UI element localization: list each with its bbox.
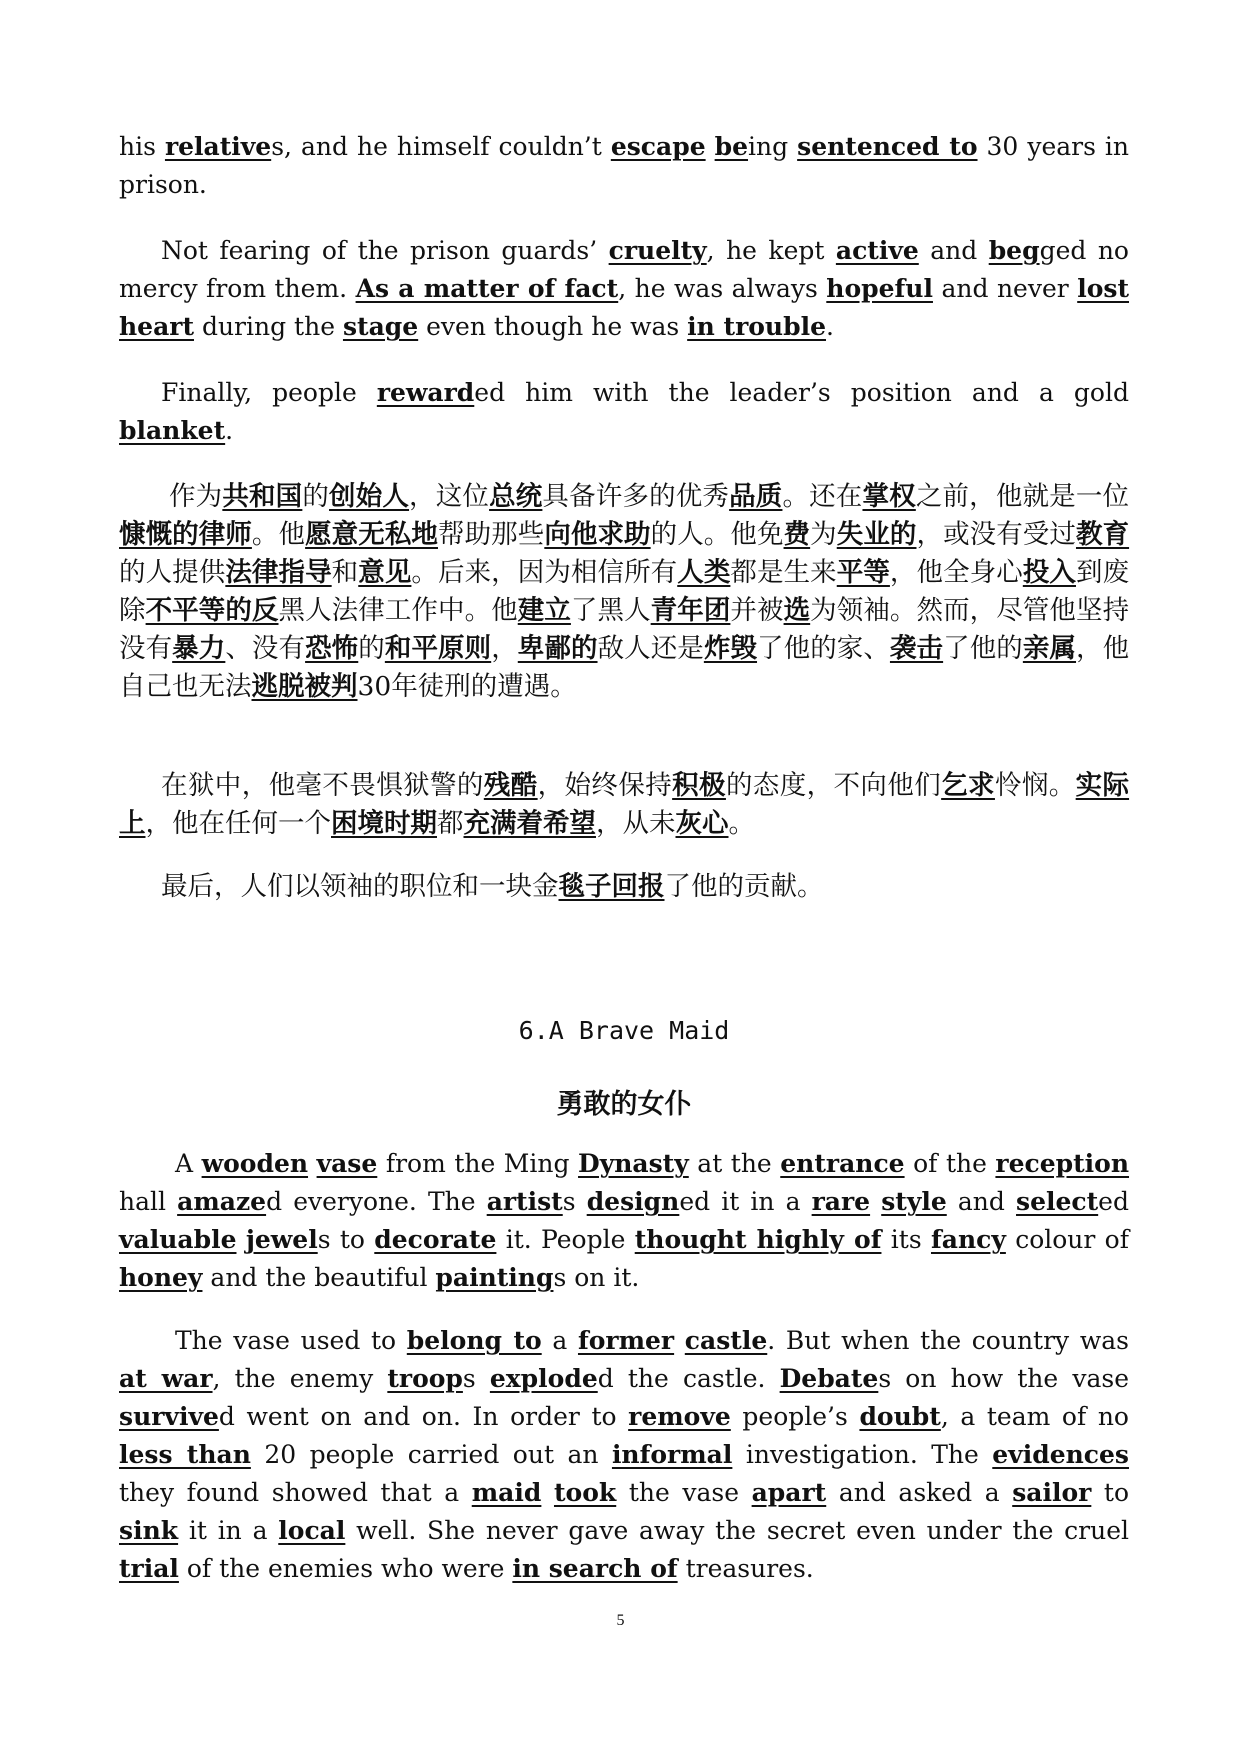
vocabulary-term: 费 (783, 519, 811, 550)
body-text: 并被 (730, 595, 784, 626)
vocabulary-term: 建立 (517, 595, 571, 626)
body-text: 为领袖。然而，尽管他坚持没有 (119, 595, 1130, 664)
body-text: 作为 (169, 481, 223, 512)
vocabulary-term: took (553, 1478, 617, 1507)
body-text: 之前，他就是一位 (915, 481, 1130, 512)
body-text: it. People (496, 1225, 635, 1254)
vocabulary-term: Debate (779, 1364, 879, 1393)
vocabulary-term: wooden (201, 1149, 309, 1178)
body-text: of the (904, 1149, 996, 1178)
body-text: ed it in a (679, 1187, 812, 1216)
vocabulary-term: beg (988, 236, 1040, 265)
vocabulary-term: entrance (780, 1149, 905, 1178)
body-text: 怜悯。 (994, 770, 1076, 801)
body-text: 了他的 (943, 633, 1023, 664)
vocabulary-term: design (586, 1187, 680, 1216)
body-text: treasures. (677, 1554, 814, 1583)
body-text: 了黑人 (570, 595, 651, 626)
vocabulary-term: survive (119, 1402, 219, 1431)
vocabulary-term: castle (684, 1326, 768, 1355)
body-text: . But when the country was (767, 1326, 1129, 1355)
vocabulary-term: 积极 (672, 770, 726, 801)
page-number: 5 (616, 1612, 625, 1629)
vocabulary-term: Dynasty (578, 1149, 689, 1178)
body-text: ，这位 (409, 481, 490, 512)
body-text: colour of (1005, 1225, 1129, 1254)
vocabulary-term: doubt (859, 1402, 941, 1431)
body-text: 黑人法律工作中。他 (278, 595, 518, 626)
vocabulary-term: stage (342, 312, 419, 341)
body-text: ed him with the leader’s position and a gold (474, 378, 1129, 407)
vocabulary-term: 掌权 (862, 481, 916, 512)
body-text: 最后，人们以领袖的职位和一块金 (161, 871, 559, 902)
body-text: 。还在 (782, 481, 863, 512)
vocabulary-term: reception (995, 1149, 1130, 1178)
body-text: , he was always (618, 274, 827, 303)
body-text: to (1091, 1478, 1130, 1507)
body-text: ，从未 (596, 808, 676, 839)
vocabulary-term: reward (376, 378, 475, 407)
body-text: from the Ming (377, 1149, 579, 1178)
vocabulary-term: cruelty (608, 236, 707, 265)
vocabulary-term: be (714, 132, 749, 161)
vocabulary-term: 残酷 (483, 770, 538, 801)
vocabulary-term: 暴力 (172, 633, 226, 664)
vocabulary-term: 卑鄙的 (517, 633, 598, 664)
vocabulary-term: valuable (119, 1225, 237, 1254)
body-text: s (462, 1364, 490, 1393)
vocabulary-term: 投入 (1022, 557, 1076, 588)
body-text: ，或没有受过 (916, 519, 1076, 550)
vocabulary-term: trial (119, 1554, 179, 1583)
vocabulary-term: 逃脱被判 (251, 671, 358, 702)
paragraph-en-2 (119, 232, 1129, 346)
vocabulary-term: sailor (1012, 1478, 1092, 1507)
vocabulary-term: jewel (245, 1225, 318, 1254)
vocabulary-term: amaze (177, 1187, 267, 1216)
vocabulary-term: 意见 (358, 557, 412, 588)
vocabulary-term: sink (119, 1516, 179, 1545)
vocabulary-term: maid (471, 1478, 542, 1507)
body-text (541, 1478, 554, 1507)
body-text: Not fearing of the prison guards’ (161, 236, 609, 265)
vocabulary-term: decorate (374, 1225, 497, 1254)
body-text (870, 1187, 881, 1216)
body-text: , he kept (706, 236, 836, 265)
vocabulary-term: relative (164, 132, 272, 161)
body-text: 为 (810, 519, 837, 550)
vocabulary-term: 恐怖 (305, 633, 359, 664)
body-text: 、没有 (225, 633, 306, 664)
vocabulary-term: rare (811, 1187, 871, 1216)
vocabulary-term: As a matter of fact (355, 274, 619, 303)
vocabulary-term: 共和国 (222, 481, 303, 512)
vocabulary-term: explode (489, 1364, 598, 1393)
body-text: people’s (730, 1402, 860, 1431)
vocabulary-term: apart (751, 1478, 827, 1507)
vocabulary-term: 人类 (677, 557, 731, 588)
body-text (706, 132, 715, 161)
body-text: hall (119, 1187, 178, 1216)
vocabulary-term: 平等 (836, 557, 890, 588)
vocabulary-term: thought highly of (634, 1225, 882, 1254)
body-text: 的态度，不向他们 (725, 770, 942, 801)
body-text: and asked a (826, 1478, 1013, 1507)
body-text: at the (688, 1149, 781, 1178)
body-text: 了他的家、 (757, 633, 890, 664)
body-text: 到废除 (119, 557, 1130, 626)
body-text: , a team of no (940, 1402, 1129, 1431)
vocabulary-term: fancy (930, 1225, 1006, 1254)
body-text: 20 people carried out an (250, 1440, 612, 1469)
body-text: even though he was (418, 312, 688, 341)
body-text: 的 (358, 633, 385, 664)
body-text: and the beautiful (202, 1263, 436, 1292)
vocabulary-term: evidences (992, 1440, 1129, 1469)
body-text: they found showed that a (119, 1478, 472, 1507)
body-text: 。他 (251, 519, 306, 550)
paragraph-en-4 (119, 1145, 1129, 1297)
vocabulary-term: local (278, 1516, 346, 1545)
body-text: ged no mercy from them. (119, 236, 1129, 303)
vocabulary-term: vase (316, 1149, 378, 1178)
vocabulary-term: active (835, 236, 919, 265)
section-subtitle: 勇敢的女仆 (556, 1089, 692, 1120)
vocabulary-term: 炸毁 (703, 633, 758, 664)
body-text: 。 (728, 808, 755, 839)
paragraph-en-5 (119, 1322, 1129, 1588)
body-text: s, and he himself couldn’t (271, 132, 611, 161)
vocabulary-term: sentenced to (797, 132, 978, 161)
body-text: 具备许多的优秀 (542, 481, 730, 512)
vocabulary-term: lost heart (119, 274, 1129, 341)
vocabulary-term: in trouble (687, 312, 826, 341)
vocabulary-term: less than (119, 1440, 251, 1469)
body-text: 的 (302, 481, 330, 512)
body-text: The vase used to (175, 1326, 407, 1355)
body-text: and (946, 1187, 1017, 1216)
body-text (674, 1326, 685, 1355)
vocabulary-term: 教育 (1075, 519, 1130, 550)
vocabulary-term: style (881, 1187, 947, 1216)
vocabulary-term: 法律指导 (225, 557, 332, 588)
vocabulary-term: 总统 (489, 481, 543, 512)
body-text: s on it. (553, 1263, 640, 1292)
body-text: s on how the vase (878, 1364, 1129, 1393)
body-text: . (225, 416, 234, 445)
vocabulary-term: 灰心 (675, 808, 729, 839)
vocabulary-term: 创始人 (329, 481, 410, 512)
paragraph-en-1 (119, 128, 1129, 204)
vocabulary-term: 失业的 (836, 519, 917, 550)
vocabulary-term: at war (119, 1364, 213, 1393)
vocabulary-term: artist (486, 1187, 563, 1216)
body-text: well. She never gave away the secret even under the cruel (345, 1516, 1129, 1545)
vocabulary-term: painting (435, 1263, 554, 1292)
paragraph-zh-3 (119, 868, 1129, 906)
body-text: 都是生来 (730, 557, 837, 588)
vocabulary-term: 袭击 (889, 633, 944, 664)
vocabulary-term: 乞求 (941, 770, 995, 801)
body-text: the vase (616, 1478, 752, 1507)
paragraph-en-3 (119, 374, 1129, 450)
vocabulary-term: belong to (406, 1326, 542, 1355)
section-title: 6.A Brave Maid (518, 1016, 730, 1045)
vocabulary-term: 充满着希望 (463, 808, 596, 839)
body-text: d everyone. The (266, 1187, 487, 1216)
body-text: and (918, 236, 989, 265)
body-text: its (881, 1225, 931, 1254)
vocabulary-term: select (1016, 1187, 1099, 1216)
body-text: Finally, people (161, 378, 377, 407)
body-text: 30年徒刑的遭遇。 (357, 671, 577, 702)
body-text: 都 (437, 808, 464, 839)
body-text: 30 years in prison. (119, 132, 1130, 199)
body-text: , the enemy (212, 1364, 388, 1393)
body-text: his (119, 132, 165, 161)
vocabulary-term: 不平等的反 (145, 595, 279, 626)
body-text: s (562, 1187, 587, 1216)
body-text: 帮助那些 (437, 519, 545, 550)
vocabulary-term: escape (610, 132, 706, 161)
body-text: 在狱中，他毫不畏惧狱警的 (161, 770, 484, 801)
body-text: ed (1098, 1187, 1129, 1216)
body-text: during the (194, 312, 343, 341)
body-text: 了他的贡献。 (664, 871, 824, 902)
vocabulary-term: 品质 (729, 481, 783, 512)
body-text: investigation. The (732, 1440, 993, 1469)
body-text: ，他在任何一个 (145, 808, 331, 839)
vocabulary-term: troop (387, 1364, 463, 1393)
body-text: . (826, 312, 834, 341)
vocabulary-term: 和平原则 (384, 633, 492, 664)
body-text: 敌人还是 (597, 633, 704, 664)
body-text: A (175, 1149, 202, 1178)
body-text: and never (932, 274, 1078, 303)
vocabulary-term: 慷慨的律师 (119, 519, 252, 550)
vocabulary-term: remove (628, 1402, 731, 1431)
body-text: it in a (178, 1516, 279, 1545)
vocabulary-term: in search of (512, 1554, 678, 1583)
body-text: 的人提供 (119, 557, 226, 588)
vocabulary-term: 回报 (611, 871, 665, 902)
body-text: 。后来，因为相信所有 (411, 557, 678, 588)
vocabulary-term: 亲属 (1022, 633, 1077, 664)
body-text: 和 (331, 557, 359, 588)
body-text: ， (491, 633, 518, 664)
body-text: ing (748, 132, 798, 161)
vocabulary-term: informal (611, 1440, 733, 1469)
vocabulary-term: hopeful (826, 274, 933, 303)
body-text (308, 1149, 317, 1178)
vocabulary-term: 实际上 (119, 770, 1130, 839)
vocabulary-term: 愿意无私地 (305, 519, 438, 550)
body-text: d the castle. (597, 1364, 780, 1393)
vocabulary-term: former (577, 1326, 675, 1355)
body-text: of the enemies who were (178, 1554, 513, 1583)
body-text: ，始终保持 (537, 770, 673, 801)
vocabulary-term: 毯子 (558, 871, 612, 902)
vocabulary-term: blanket (119, 416, 226, 445)
body-text: 的人。他免 (650, 519, 784, 550)
body-text: ，他自己也无法 (119, 633, 1130, 702)
paragraph-zh-1 (119, 478, 1129, 706)
paragraph-zh-2 (119, 767, 1129, 843)
body-text (236, 1225, 245, 1254)
vocabulary-term: 选 (783, 595, 811, 626)
body-text: d went on and on. In order to (218, 1402, 629, 1431)
vocabulary-term: honey (119, 1263, 203, 1292)
vocabulary-term: 困境时期 (331, 808, 437, 839)
body-text: a (541, 1326, 578, 1355)
vocabulary-term: 向他求助 (544, 519, 651, 550)
body-text: ，他全身心 (889, 557, 1023, 588)
body-text: s to (317, 1225, 375, 1254)
vocabulary-term: 青年团 (650, 595, 731, 626)
